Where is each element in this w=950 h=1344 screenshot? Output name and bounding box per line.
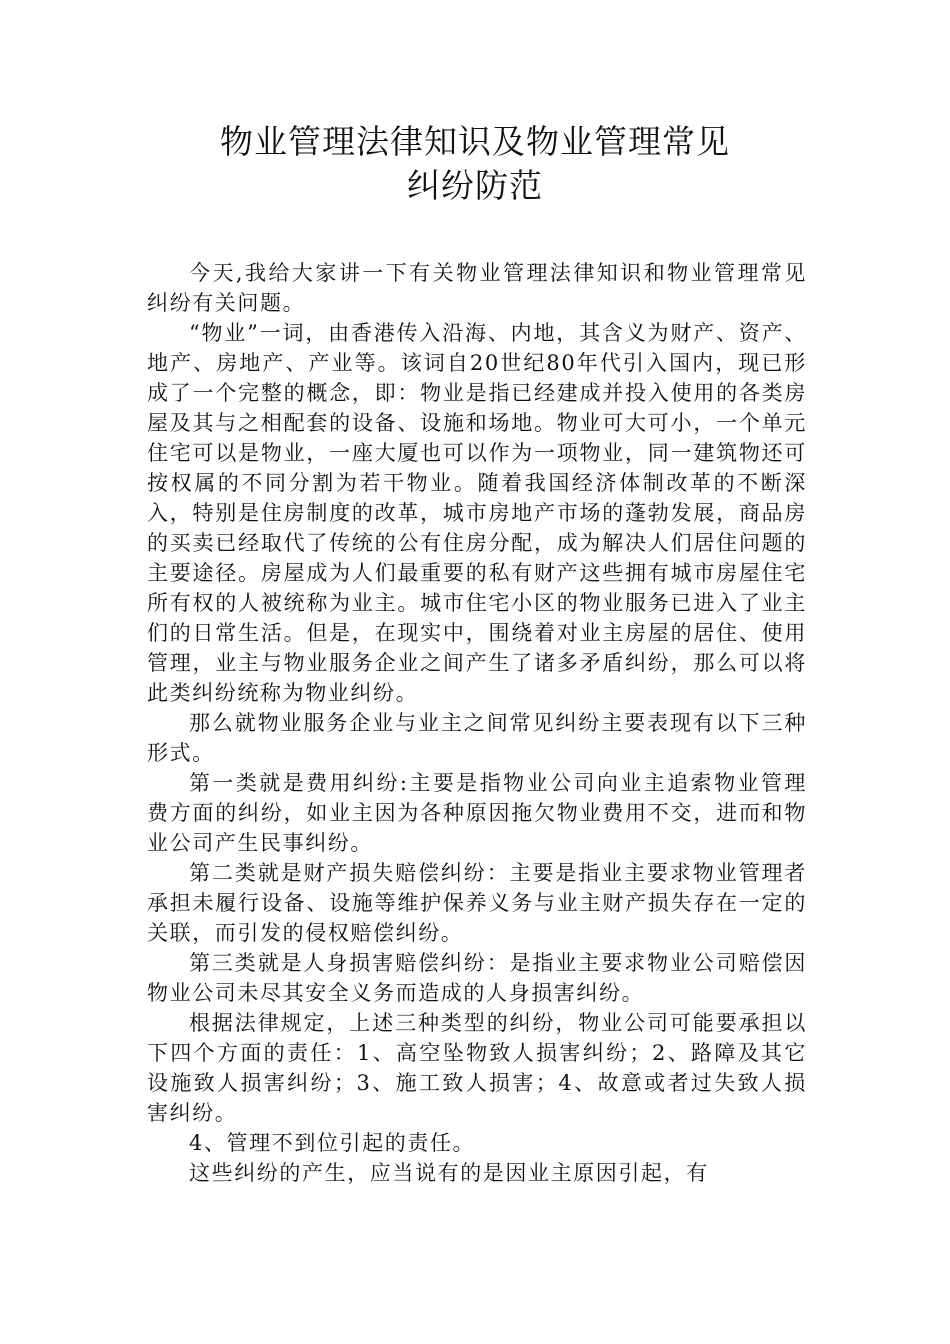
title-line-2: 纠纷防范 (407, 166, 543, 205)
paragraph-fee-dispute: 第一类就是费用纠纷:主要是指物业公司向业主追索物业管理费方面的纠纷，如业主因为各种原因拖欠物业费用不交，进而和物业公司产生民事纠纷。 (147, 771, 807, 855)
paragraph-personal-injury: 第三类就是人身损害赔偿纠纷：是指业主要求物业公司赔偿因物业公司未尽其安全义务而造成的人身损害纠纷。 (147, 951, 807, 1005)
paragraph-liability: 根据法律规定，上述三种类型的纠纷，物业公司可能要承担以下四个方面的责任：1、高空坠物致人损害纠纷；2、路障及其它设施致人损害纠纷；3、施工致人损害；4、故意或者过失致人损害纠纷。 (147, 1011, 807, 1125)
paragraph-dispute-types: 那么就物业服务企业与业主之间常见纠纷主要表现有以下三种形式。 (147, 711, 807, 765)
paragraph-intro: 今天,我给大家讲一下有关物业管理法律知识和物业管理常见纠纷有关问题。 (147, 261, 807, 315)
title-line-1: 物业管理法律知识及物业管理常见 (220, 122, 730, 161)
paragraph-causes: 这些纠纷的产生，应当说有的是因业主原因引起，有 (189, 1161, 709, 1185)
document-title (0, 120, 950, 208)
paragraph-property-loss: 第二类就是财产损失赔偿纠纷：主要是指业主要求物业管理者承担未履行设备、设施等维护保养义务与业主财产损失存在一定的关联，而引发的侵权赔偿纠纷。 (147, 861, 807, 945)
paragraph-management-liability: 4、管理不到位引起的责任。 (189, 1131, 476, 1155)
document-body (147, 258, 807, 1188)
paragraph-definition: “物业”一词，由香港传入沿海、内地，其含义为财产、资产、地产、房地产、产业等。该词自20世纪80年代引入国内，现已形成了一个完整的概念，即：物业是指已经建成并投入使用的各类房屋及其与之相配套的设备、设施和场地。物业可大可小，一个单元住宅可以是物业，一座大厦也可以作为一项物业，同一建筑物还可按权属的不同分割为若干物业。随着我国经济体制改革的不断深入，特别是住房制度的改革，城市房地产市场的蓬勃发展，商品房的买卖已经取代了传统的公有住房分配，成为解决人们居住问题的主要途径。房屋成为人们最重要的私有财产这些拥有城市房屋住宅所有权的人被统称为业主。城市住宅小区的物业服务已进入了业主们的日常生活。但是，在现实中，围绕着对业主房屋的居住、使用管理，业主与物业服务企业之间产生了诸多矛盾纠纷，那么可以将此类纠纷统称为物业纠纷。 (147, 321, 807, 705)
